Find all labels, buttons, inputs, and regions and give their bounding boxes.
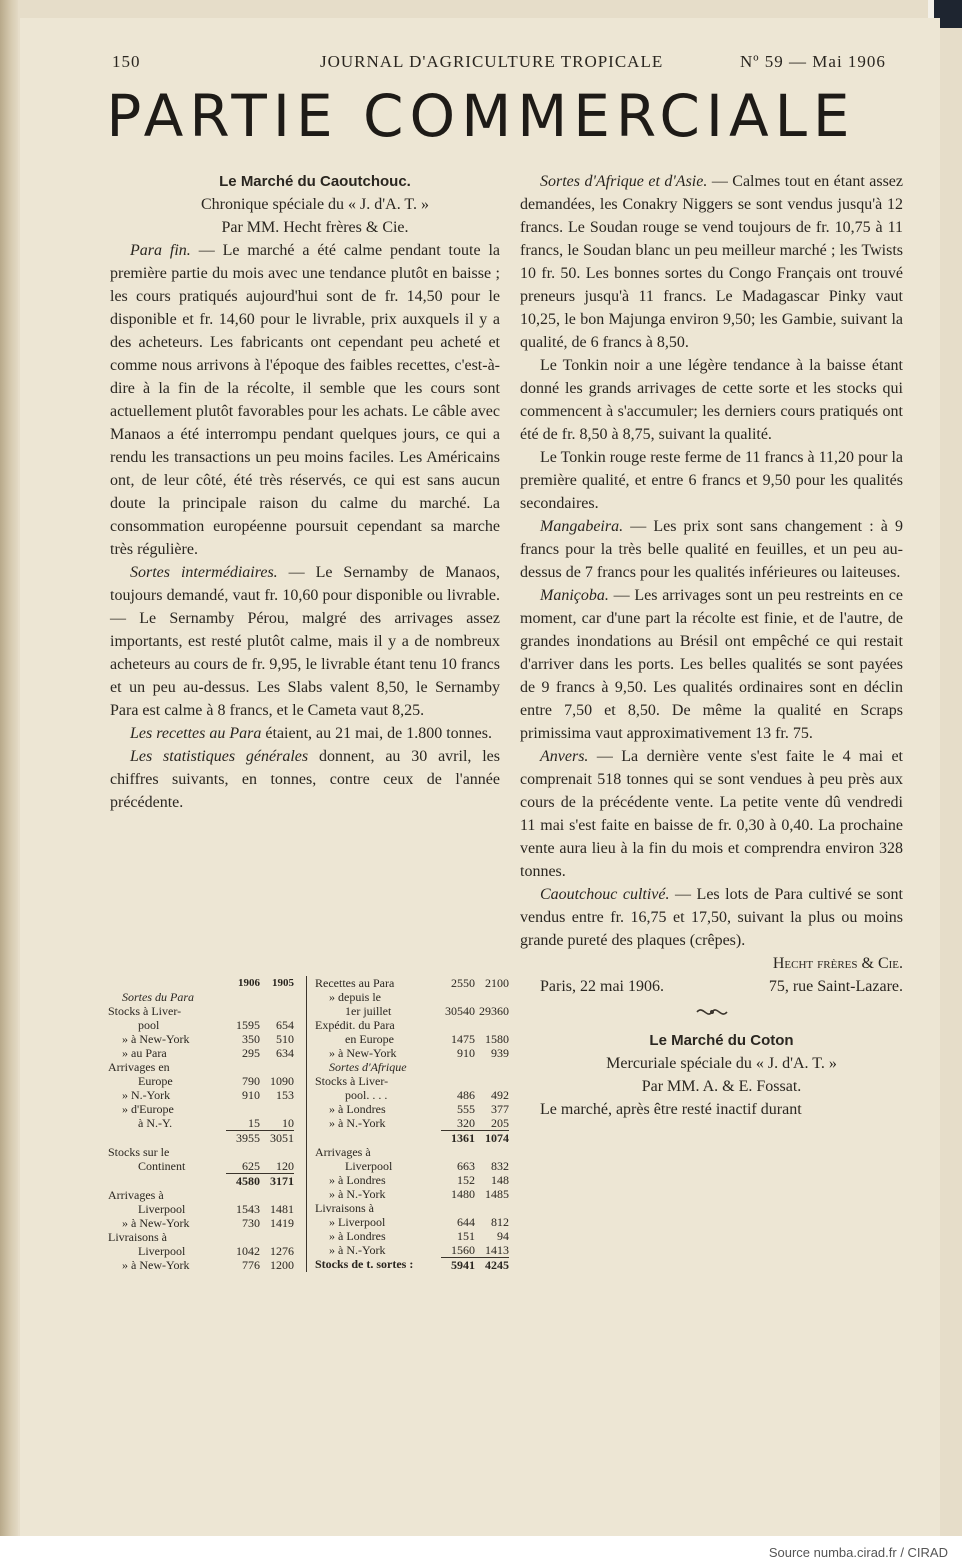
- stats-value-1906: 3955: [226, 1130, 260, 1145]
- mangabeira-label: Mangabeira.: [540, 518, 624, 535]
- stats-value-1905: 4245: [475, 1257, 509, 1272]
- stats-row: [108, 1188, 294, 1202]
- stats-value-1905: 1276: [270, 1244, 294, 1258]
- stats-value-1905: [260, 1145, 294, 1159]
- cultive-paragraph: [520, 883, 903, 952]
- page-number: 150: [112, 52, 141, 71]
- stats-value-1905: 939: [491, 1046, 509, 1060]
- stats-value-1905: [260, 1004, 294, 1018]
- caoutchouc-subtitle: Chronique spéciale du « J. d'A. T. »: [200, 196, 430, 213]
- stats-value-1906: 15: [248, 1116, 260, 1130]
- stats-value-1906: 1475: [451, 1032, 475, 1046]
- afrique-label: Sortes d'Afrique et d'Asie.: [540, 173, 708, 190]
- stats-row: [108, 1046, 294, 1060]
- stats-value-1905: [260, 1230, 294, 1244]
- stats-row: [315, 1215, 509, 1229]
- stats-row: [315, 1102, 509, 1116]
- stats-row-label: » au Para: [122, 1046, 167, 1060]
- stats-value-1906: 152: [457, 1173, 475, 1187]
- stats-row-label: pool: [138, 1018, 160, 1032]
- stats-row: [108, 1116, 294, 1130]
- stats-row-label: Arrivages à: [315, 1145, 371, 1159]
- stats-value-1906: 320: [457, 1116, 475, 1130]
- stats-row-label: » Liverpool: [329, 1215, 386, 1229]
- address: 75, rue Saint-Lazare.: [768, 978, 903, 995]
- stats-row-label: » à N.-York: [329, 1116, 386, 1130]
- stats-value-1906: 790: [242, 1074, 260, 1088]
- manicoba-text: — Les arrivages sont un peu restreints en ce moment, car d'une part la récolte est finie, et de l'autre, de grandes inondations au Brésil ont empêché ce qui restait d'arriver dans les ports. Les belles qualités se sont payées de 9 francs à 9,50. Les qualités ordinaires sont en déclin entre 7,50 et 8,50. De même la qualité en Scraps primissima vaut approximativement 13 fr. 75.: [520, 587, 903, 742]
- stats-value-1906: 350: [242, 1032, 260, 1046]
- stats-row: [315, 1173, 509, 1187]
- stats-row: [108, 1216, 294, 1230]
- stats-value-1905: 3051: [260, 1130, 294, 1145]
- ornament-icon: [520, 1004, 903, 1027]
- stats-value-1906: 625: [242, 1159, 260, 1173]
- stats-value-1905: 153: [276, 1088, 294, 1102]
- stats-row-label: Stocks à Liver-: [108, 1004, 182, 1018]
- stats-value-1906: 776: [242, 1258, 260, 1272]
- stats-row-label: Liverpool: [138, 1244, 186, 1258]
- stats-value-1906: 1560: [451, 1243, 475, 1257]
- stats-row: [108, 1130, 294, 1145]
- stats-row-label: » depuis le: [329, 990, 381, 1004]
- stats-row: [108, 1032, 294, 1046]
- stats-value-1905: [260, 1060, 294, 1074]
- coton-text: Le marché, après être resté inactif durant: [540, 1101, 802, 1118]
- stats-value-1905: 205: [491, 1116, 509, 1130]
- coton-subtitle: Mercuriale spéciale du « J. d'A. T. »: [606, 1055, 837, 1072]
- stats-rows-para: [108, 1004, 294, 1272]
- stats-row: [315, 1046, 509, 1060]
- stats-value-1905: 654: [276, 1018, 294, 1032]
- stats-value-1905: 492: [491, 1088, 509, 1102]
- stats-row-label: » à Londres: [329, 1102, 386, 1116]
- stats-value-1905: 510: [276, 1032, 294, 1046]
- stats-row-label: Stocks à Liver-: [315, 1074, 389, 1088]
- stats-row-label: pool. . . .: [345, 1088, 388, 1102]
- tonkin-noir-paragraph: Le Tonkin noir a une légère tendance à la baisse étant donné les grands arrivages de cette sorte et les stocks qui commencent à s'accumuler; les derniers cours pratiqués ont été de fr. 8,50 à 8,75, suivant la qualité.: [520, 357, 903, 443]
- recettes-label: Les recettes au Para: [130, 725, 262, 742]
- coton-authors: Par MM. A. & E. Fossat.: [641, 1078, 802, 1095]
- intermediaires-label: Sortes intermédiaires.: [130, 564, 278, 581]
- stats-row: [108, 1230, 294, 1244]
- stats-row: [108, 1088, 294, 1102]
- stats-value-1905: [475, 1145, 509, 1159]
- stats-row-label: Recettes au Para: [315, 976, 395, 990]
- stats-value-1905: 10: [282, 1116, 294, 1130]
- stats-value-1905: 1074: [475, 1130, 509, 1145]
- stats-row: [108, 1159, 294, 1173]
- stats-table-para: [108, 976, 294, 1272]
- para-fin-label: Para fin.: [130, 242, 191, 259]
- stats-row: [108, 1004, 294, 1018]
- mangabeira-text: — Les prix sont sans changement : à 9 francs pour la très belle qualité en feuilles, et un peu au-dessus de 7 francs pour les qualités inférieures ou laiteuses.: [520, 518, 903, 581]
- stats-row-label: Arrivages en: [108, 1060, 170, 1074]
- stats-value-1906: 644: [457, 1215, 475, 1229]
- stats-row: [315, 1187, 509, 1201]
- cultive-label: Caoutchouc cultivé.: [540, 886, 670, 903]
- stats-value-1906: [441, 990, 475, 1004]
- page-edge: [0, 0, 18, 1536]
- stats-value-1905: [260, 1188, 294, 1202]
- stats-value-1906: 295: [242, 1046, 260, 1060]
- stats-row-label: Liverpool: [345, 1159, 393, 1173]
- caoutchouc-authors: Par MM. Hecht frères & Cie.: [221, 219, 409, 236]
- place-date: Paris, 22 mai 1906.: [540, 978, 664, 995]
- stats-value-1906: 910: [457, 1046, 475, 1060]
- stats-rows-recettes: [315, 976, 509, 1060]
- stats-row-label: Expédit. du Para: [315, 1018, 395, 1032]
- stats-value-1906: 1595: [236, 1018, 260, 1032]
- stats-value-1905: [260, 1102, 294, 1116]
- stats-row-label: » à New-York: [122, 1258, 190, 1272]
- stats-row-label: en Europe: [345, 1032, 394, 1046]
- stats-row: [108, 1102, 294, 1116]
- stats-value-1905: [475, 1074, 509, 1088]
- stats-row-label: » à New-York: [329, 1046, 397, 1060]
- stats-value-1906: 486: [457, 1088, 475, 1102]
- tonkin-rouge-paragraph: Le Tonkin rouge reste ferme de 11 francs à 11,20 pour la première qualité, et entre 6 francs et 9,50 pour les qualités secondaires.: [520, 449, 903, 512]
- stats-row-label: » à Londres: [329, 1173, 386, 1187]
- stats-row: [108, 1258, 294, 1272]
- stats-row: [315, 1145, 509, 1159]
- stats-value-1905: 1580: [485, 1032, 509, 1046]
- stats-value-1906: 151: [457, 1229, 475, 1243]
- coton-heading: Le Marché du Coton: [649, 1032, 794, 1049]
- stats-row: [315, 1130, 509, 1145]
- stats-row: [315, 976, 509, 990]
- stats-value-1906: [226, 1102, 260, 1116]
- stats-row-label: Stocks de t. sortes :: [315, 1257, 414, 1271]
- statistiques-paragraph: [110, 745, 500, 814]
- stats-row-label: » à Londres: [329, 1229, 386, 1243]
- stats-row-label: Livraisons à: [315, 1201, 374, 1215]
- stats-value-1906: 2550: [451, 976, 475, 990]
- stats-row-label: » d'Europe: [122, 1102, 174, 1116]
- stats-value-1906: [226, 1188, 260, 1202]
- stats-row-label: à N.-Y.: [138, 1116, 173, 1130]
- stats-row: [315, 1243, 509, 1257]
- stats-value-1906: 910: [242, 1088, 260, 1102]
- stats-row: [315, 1074, 509, 1088]
- para-fin-paragraph: [110, 239, 500, 561]
- stats-value-1905: 812: [491, 1215, 509, 1229]
- stats-row-label: » N.-York: [122, 1088, 171, 1102]
- stats-row-label: Livraisons à: [108, 1230, 167, 1244]
- cultive-text: — Les lots de Para cultivé se sont vendus entre fr. 16,75 et 17,50, suivant la plus ou moins grande pureté des plaques (crêpes).: [520, 886, 903, 949]
- stats-value-1906: [226, 1230, 260, 1244]
- stats-value-1906: 5941: [441, 1257, 475, 1272]
- anvers-label: Anvers.: [540, 748, 589, 765]
- stats-value-1906: 730: [242, 1216, 260, 1230]
- stats-value-1906: 555: [457, 1102, 475, 1116]
- stats-row-label: 1er juillet: [345, 1004, 392, 1018]
- stats-row-label: [315, 1130, 441, 1145]
- mangabeira-paragraph: [520, 515, 903, 584]
- stats-row: [315, 1201, 509, 1215]
- stats-row: [108, 1060, 294, 1074]
- stats-row: [315, 1159, 509, 1173]
- intermediaires-text: — Le Sernamby de Manaos, toujours demandé, vaut fr. 10,60 pour disponible ou livrable. — Le Sernamby Pérou, malgré des arrivages assez importants, est resté plutôt calme, mais il y a de nombreux acheteurs au cours de fr. 9,95, le livrable étant tenu 10 francs et un peu au-dessus. Les Slabs valent 8,50, le Sernamby Para est calme à 8 francs, et le Cameta vaut 8,25.: [110, 564, 500, 719]
- journal-name: JOURNAL D'AGRICULTURE TROPICALE: [320, 52, 664, 71]
- stats-row-label: [108, 1173, 226, 1188]
- stats-value-1905: 1419: [270, 1216, 294, 1230]
- stats-row: [108, 1202, 294, 1216]
- stats-value-1905: 3171: [260, 1173, 294, 1188]
- stats-value-1906: 1361: [441, 1130, 475, 1145]
- issue-info: Nº 59 — Mai 1906: [740, 52, 886, 71]
- stats-row-label: Arrivages à: [108, 1188, 164, 1202]
- stats-row: [315, 1088, 509, 1102]
- recettes-text: étaient, au 21 mai, de 1.800 tonnes.: [261, 725, 492, 742]
- stats-row-label: [108, 1130, 226, 1145]
- stats-value-1905: 1090: [270, 1074, 294, 1088]
- stats-value-1905: 832: [491, 1159, 509, 1173]
- stats-row-label: » à N.-York: [329, 1187, 386, 1201]
- stats-row-label: Continent: [138, 1159, 186, 1173]
- anvers-paragraph: [520, 745, 903, 883]
- stats-row: [108, 1244, 294, 1258]
- stats-value-1905: [475, 990, 509, 1004]
- year-1905: 1905: [272, 977, 294, 989]
- stats-row: [108, 1173, 294, 1188]
- page-title: PARTIE COMMERCIALE: [106, 82, 856, 150]
- left-column: [110, 170, 500, 814]
- stats-value-1906: 1480: [451, 1187, 475, 1201]
- stats-row-label: Europe: [138, 1074, 173, 1088]
- statistiques-text: donnent, au 30 avril, les chiffres suivants, en tonnes, contre ceux de l'année précédente.: [110, 748, 501, 811]
- afrique-paragraph: [520, 170, 903, 354]
- para-fin-text: — Le marché a été calme pendant toute la première partie du mois avec une tendance plutôt en baisse ; les cours pratiqués aujourd'hui sont de fr. 14,50 pour le disponible et fr. 14,60 pour le livrable, prix auxquels il y a des acheteurs. Les fabricants ont cependant peu acheté et comme nous arrivons à l'époque des faibles recettes, c'est-à-dire à la fin de la récolte, il semble que les cours sont actuellement plutôt favorables pour les achats. Le câble avec Manaos a été interrompu pendant quelques jours, ce qui a rendu les transactions un peu moins faciles. Les Américains ont, de leur côté, été très réservés, ce qui est sans aucun doute la principale raison du calme du marché. La consommation européenne poursuit cependant sa marche très régulière.: [110, 242, 500, 558]
- year-1906: 1906: [238, 977, 260, 989]
- stats-value-1906: [226, 1004, 260, 1018]
- stats-row: [108, 1018, 294, 1032]
- stats-row: [108, 1145, 294, 1159]
- stats-row: [315, 1229, 509, 1243]
- stats-value-1905: 634: [276, 1046, 294, 1060]
- stats-value-1906: 663: [457, 1159, 475, 1173]
- signature: Hecht frères & Cie.: [772, 955, 903, 972]
- afrique-text: — Calmes tout en étant assez demandées, les Conakry Niggers se sont vendus jusqu'à 12 francs. Le Soudan rouge se vend toujours de fr. 10,75 à 11 francs, le Soudan blanc un peu meilleur marché ; les Twists 10 fr. 50. Les bonnes sortes du Congo Français ont trouvé preneurs jusqu'à 11 francs. Le Madagascar Pinky vaut 10,25, le bon Majunga environ 9,50; les Gambie, suivant la qualité, de 6 francs à 8,50.: [520, 173, 903, 351]
- stats-value-1906: [226, 1145, 260, 1159]
- stats-row: [315, 1032, 509, 1046]
- right-column: [520, 170, 903, 1121]
- stats-row: [315, 1004, 509, 1018]
- stats-value-1905: 1200: [270, 1258, 294, 1272]
- caoutchouc-heading: Le Marché du Caoutchouc.: [219, 173, 411, 190]
- stats-row: [315, 1018, 509, 1032]
- stats-value-1905: 377: [491, 1102, 509, 1116]
- stats-year-header: [108, 976, 294, 990]
- stats-value-1905: 148: [491, 1173, 509, 1187]
- stats-value-1906: [441, 1201, 475, 1215]
- stats-value-1906: 30540: [445, 1004, 475, 1018]
- stats-value-1906: [441, 1074, 475, 1088]
- stats-value-1906: [226, 1060, 260, 1074]
- stats-value-1906: 4580: [226, 1173, 260, 1188]
- stats-value-1905: 1485: [485, 1187, 509, 1201]
- stats-value-1906: 1543: [236, 1202, 260, 1216]
- stats-value-1906: 1042: [236, 1244, 260, 1258]
- stats-row: [315, 1116, 509, 1130]
- place-date-row: [520, 975, 903, 998]
- stats-value-1905: 1413: [485, 1243, 509, 1257]
- stats-value-1905: 120: [276, 1159, 294, 1173]
- stats-caption-para: Sortes du Para: [122, 990, 194, 1004]
- stats-value-1906: [441, 1145, 475, 1159]
- stats-value-1905: 1481: [270, 1202, 294, 1216]
- manicoba-label: Maniçoba.: [540, 587, 609, 604]
- stats-value-1905: 2100: [485, 976, 509, 990]
- stats-row: [315, 990, 509, 1004]
- stats-value-1905: 94: [497, 1229, 509, 1243]
- statistiques-label: Les statistiques générales: [130, 748, 309, 765]
- stats-row-label: Stocks sur le: [108, 1145, 170, 1159]
- manicoba-paragraph: [520, 584, 903, 745]
- stats-value-1905: [475, 1018, 509, 1032]
- stats-value-1905: 29360: [479, 1004, 509, 1018]
- stats-value-1905: [475, 1201, 509, 1215]
- stats-row-label: » à New-York: [122, 1032, 190, 1046]
- stats-row: [315, 1257, 509, 1272]
- stats-row-label: » à N.-York: [329, 1243, 386, 1257]
- stats-rows-afrique: [315, 1074, 509, 1272]
- stats-row: [108, 1074, 294, 1088]
- recettes-paragraph: [110, 722, 500, 745]
- stats-table-afrique: [306, 976, 509, 1272]
- stats-value-1906: [441, 1018, 475, 1032]
- stats-caption-afrique: Sortes d'Afrique: [329, 1060, 407, 1074]
- intermediaires-paragraph: [110, 561, 500, 722]
- stats-row-label: » à New-York: [122, 1216, 190, 1230]
- source-credit: Source numba.cirad.fr / CIRAD: [768, 1545, 948, 1560]
- stats-row-label: Liverpool: [138, 1202, 186, 1216]
- anvers-text: — La dernière vente s'est faite le 4 mai et comprenait 518 tonnes qui se sont vendues à peu près aux cours de la précédente vente. La petite vente dû vendredi 11 mai s'est faite en baisse de fr. 0,30 à 0,40. La prochaine vente aura lieu à la fin du mois et comprendra environ 328 tonnes.: [520, 748, 903, 880]
